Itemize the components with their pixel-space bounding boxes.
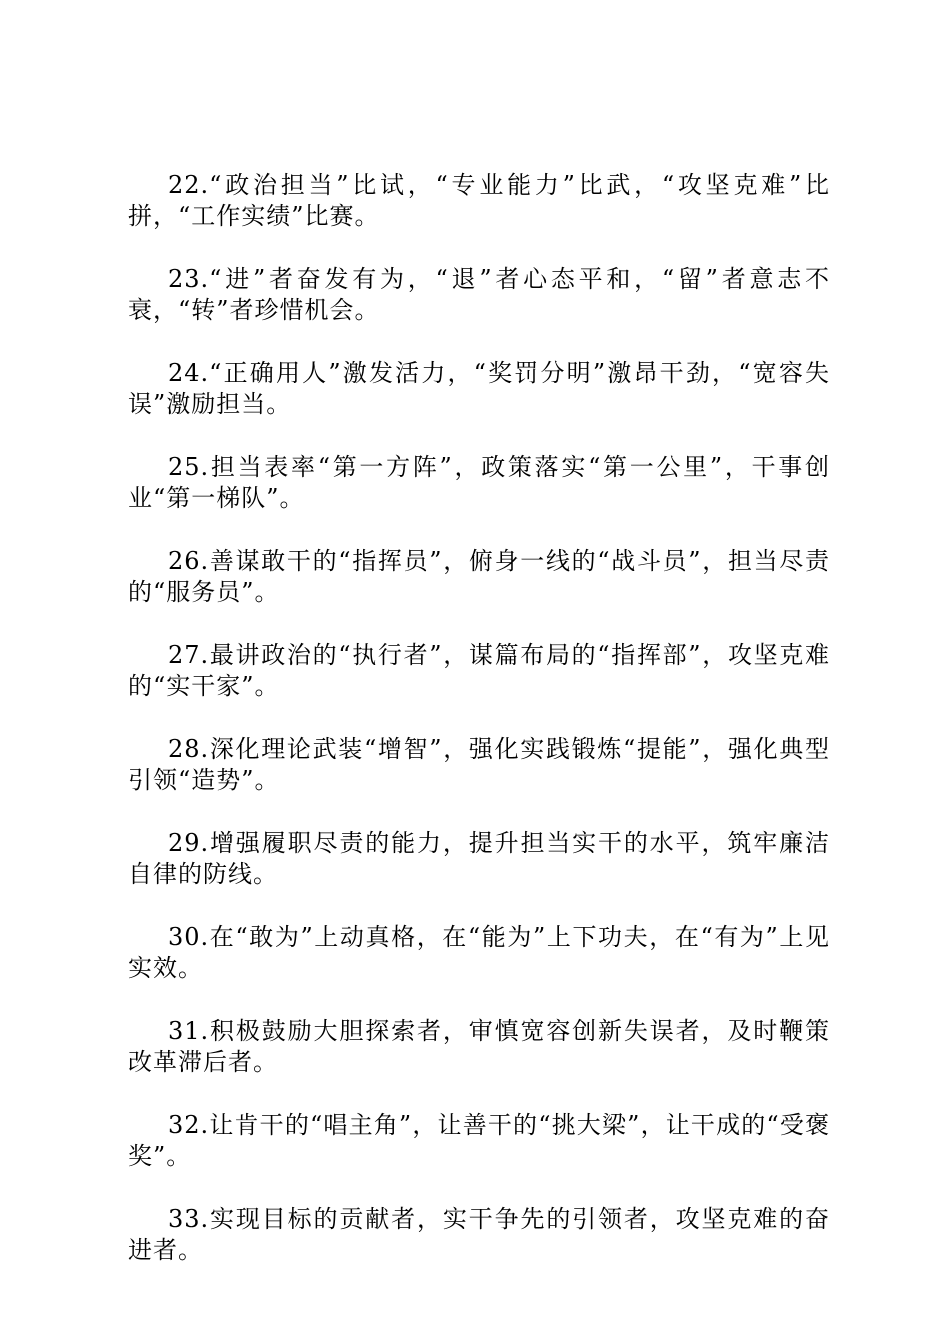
paragraph-item-27: 27.最讲政治的“执行者”，谋篇布局的“指挥部”，攻坚克难的“实干家”。 bbox=[128, 641, 830, 700]
paragraph-item-26: 26.善谋敢干的“指挥员”，俯身一线的“战斗员”，担当尽责的“服务员”。 bbox=[128, 547, 830, 606]
paragraph-item-31: 31.积极鼓励大胆探索者，审慎宽容创新失误者，及时鞭策改革滞后者。 bbox=[128, 1017, 830, 1076]
paragraph-item-24: 24.“正确用人”激发活力，“奖罚分明”激昂干劲，“宽容失误”激励担当。 bbox=[128, 359, 830, 418]
paragraph-item-28: 28.深化理论武装“增智”，强化实践锻炼“提能”，强化典型引领“造势”。 bbox=[128, 735, 830, 794]
paragraph-item-33: 33.实现目标的贡献者，实干争先的引领者，攻坚克难的奋进者。 bbox=[128, 1205, 830, 1264]
paragraph-item-32: 32.让肯干的“唱主角”，让善干的“挑大梁”，让干成的“受褒奖”。 bbox=[128, 1111, 830, 1170]
paragraph-item-30: 30.在“敢为”上动真格，在“能为”上下功夫，在“有为”上见实效。 bbox=[128, 923, 830, 982]
paragraph-item-23: 23.“进”者奋发有为，“退”者心态平和，“留”者意志不衰，“转”者珍惜机会。 bbox=[128, 265, 830, 324]
paragraph-item-22: 22.“政治担当”比试，“专业能力”比武，“攻坚克难”比拼，“工作实绩”比赛。 bbox=[128, 171, 830, 230]
paragraph-item-25: 25.担当表率“第一方阵”，政策落实“第一公里”，干事创业“第一梯队”。 bbox=[128, 453, 830, 512]
document-body bbox=[128, 170, 830, 1298]
paragraph-item-29: 29.增强履职尽责的能力，提升担当实干的水平，筑牢廉洁自律的防线。 bbox=[128, 829, 830, 888]
